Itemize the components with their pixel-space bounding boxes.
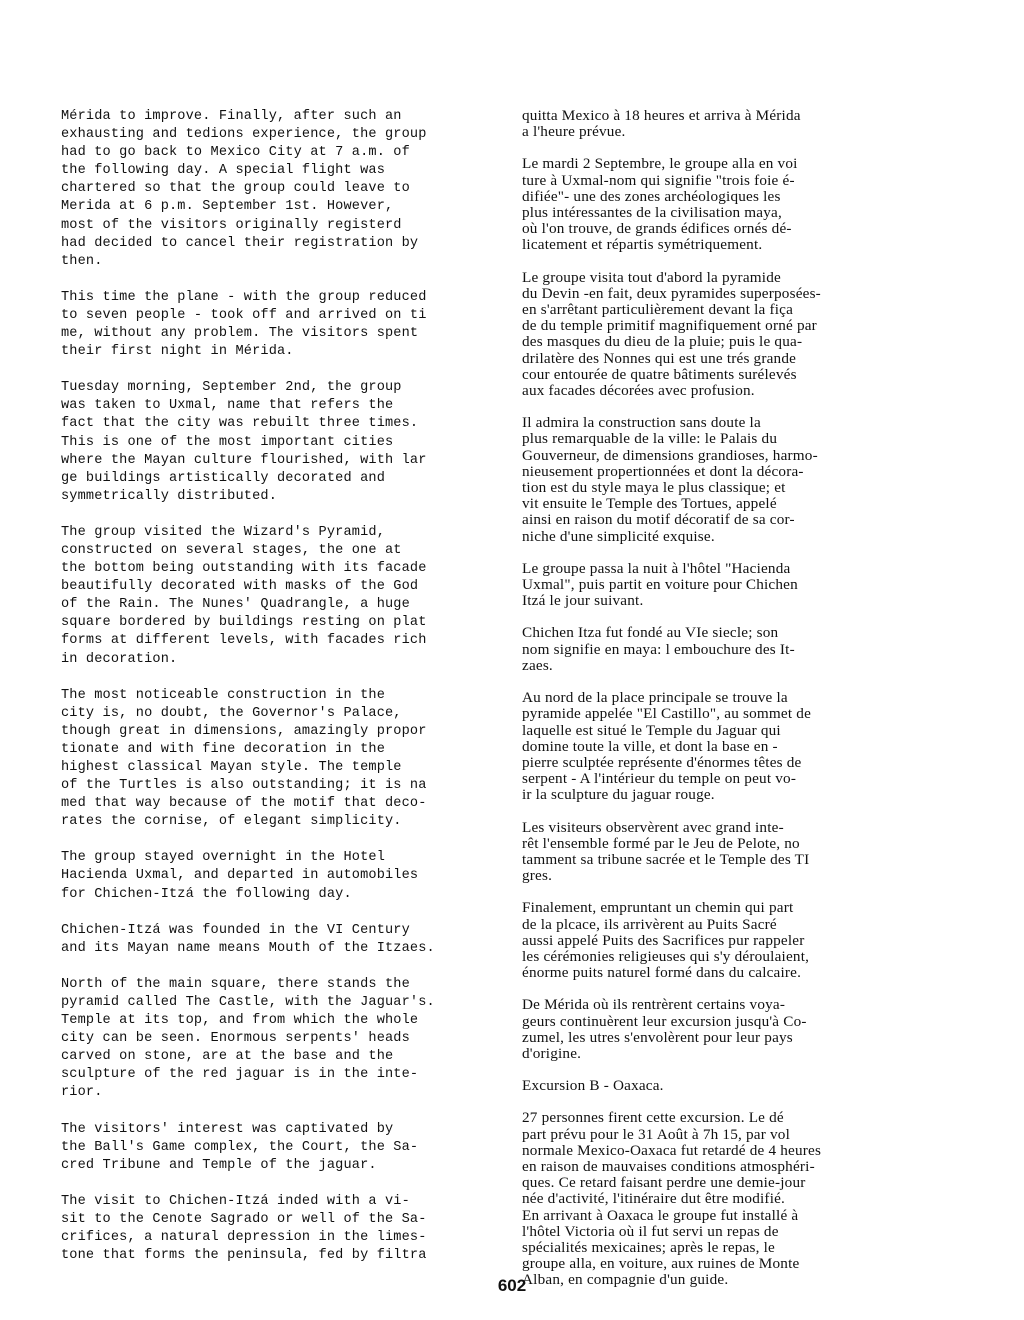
paragraph: Les visiteurs observèrent avec grand inte- rêt l'ensemble formé par le Jeu de Pelote, no tamment sa tribune sacrée et le Temple des TI gres. <box>522 818 810 885</box>
paragraph: Tuesday morning, September 2nd, the group was taken to Uxmal, name that refers the fact that the city was rebuilt three times. This is one of the most important cities where the Mayan culture flourished, with lar ge buildings artistically decorated and symmetrically distributed. <box>61 380 427 504</box>
paragraph: 27 personnes firent cette excursion. Le dé part prévu pour le 31 Août à 7h 15, par vol normale Mexico-Oaxaca fut retardé de 4 heures en raison de mauvaises conditions atmosphéri- ques. Ce retard faisant perdre une demie-jour née d'activité, l'itinéraire dut être modifié. En arrivant à Oaxaca le groupe fut installé à l'hôtel Victoria où il fut servi un repas de spécialités mexicaines; après le repas, le groupe alla, en voiture, aux ruines de Monte Alban, en compagnie d'un guide. <box>522 1109 822 1289</box>
paragraph: Le groupe passa la nuit à l'hôtel "Hacienda Uxmal", puis partit en voiture pour Chichen Itzá le jour suivant. <box>522 559 798 610</box>
paragraph: Chichen-Itzá was founded in the VI Century and its Mayan name means Mouth of the Itzaes. <box>61 922 435 956</box>
paragraph: Le mardi 2 Septembre, le groupe alla en voi ture à Uxmal-nom qui signifie "trois foie é- difiée"- une des zones archéologiques les plus intéressantes de la civilisation maya, où l'on trouve, de grands édifices ornés dé- licatement et répartis symétriquement. <box>522 155 798 254</box>
paragraph: Finalement, empruntant un chemin qui part de la plcace, ils arrivèrent au Puits Sacré aussi appelé Puits des Sacrifices pur rappeler les cérémonies religieuses qui s'y déroulaient, énorme puits naturel formé dans du calcaire. <box>522 899 810 982</box>
paragraph: The visit to Chichen-Itzá inded with a vi- sit to the Cenote Sagrado or well of the Sa- crifices, a natural depression in the limes- tone that forms the peninsula, fed by filtra <box>61 1193 427 1264</box>
section-heading: Excursion B - Oaxaca. <box>522 1077 664 1095</box>
paragraph: North of the main square, there stands the pyramid called The Castle, with the Jaguar's. Temple at its top, and from which the whole city can be seen. Enormous serpents' heads carved on stone, are at the base and the sculpture of the red jaguar is in the inte- rior. <box>61 976 435 1101</box>
paragraph: This time the plane - with the group reduced to seven people - took off and arrived on ti me, without any problem. The visitors spent their first night in Mérida. <box>61 289 427 360</box>
paragraph: Chichen Itza fut fondé au VIe siecle; son nom signifie en maya: l embouchure des It- zaes. <box>522 624 795 674</box>
paragraph: Au nord de la place principale se trouve la pyramide appelée "El Castillo", au sommet de laquelle est situé le Temple du Jaguar qui domine toute la ville, et dont la base en - pierre sculptée représente d'énormes têtes de serpent - A l'intérieur du temple on peut vo- ir la sculpture du jaguar rouge. <box>522 689 812 804</box>
paragraph: quitta Mexico à 18 heures et arriva à Mérida a l'heure prévue. <box>522 107 801 141</box>
paragraph: De Mérida où ils rentrèrent certains voya- geurs continuèrent leur excursion jusqu'à Co- zumel, les utres s'envolèrent pour leur pays d'origine. <box>522 996 807 1062</box>
paragraph: Mérida to improve. Finally, after such an exhausting and tedions experience, the group had to go back to Mexico City at 7 a.m. of the following day. A special flight was chartered so that the group could leave to Merida at 6 p.m. September 1st. However, most of the visitors originally registerd had decided to cancel their registration by then. <box>61 109 427 269</box>
paragraph: Il admira la construction sans doute la plus remarquable de la ville: le Palais du Gouverneur, de dimensions grandioses, harmo- nieusement propertionnées et dont la décora- tion est du style maya le plus classique; et vit ensuite le Temple des Tortues, appelé ainsi en raison du motif décoratif de sa cor- niche d'une simplicité exquise. <box>522 414 818 545</box>
paragraph: The visitors' interest was captivated by the Ball's Game complex, the Court, the Sa- cred Tribune and Temple of the jaguar. <box>61 1121 419 1173</box>
right-column-french <box>522 108 952 1305</box>
paragraph: The most noticeable construction in the city is, no doubt, the Governor's Palace, though great in dimensions, amazingly propor tionate and with fine decoration in the highest classical Mayan style. The temple of the Turtles is also outstanding; it is na med that way because of the motif that deco- rates the cornise, of elegant simplicity. <box>61 687 427 830</box>
paragraph: The group visited the Wizard's Pyramid, constructed on several stages, the one at the bottom being outstanding with its facade beautifully decorated with masks of the God of the Rain. The Nunes' Quadrangle, a huge square bordered by buildings resting on plat forms at different levels, with facades rich in decoration. <box>61 524 427 667</box>
page-number: 602 <box>497 1276 527 1295</box>
paragraph: The group stayed overnight in the Hotel Hacienda Uxmal, and departed in automobiles for Chichen-Itzá the following day. <box>61 850 419 902</box>
paragraph: Le groupe visita tout d'abord la pyramide du Devin -en fait, deux pyramides superposées- en s'arrêtant particulièrement devant la fiça de du temple primitif magnifiquement orné par des masques du dieu de la pluie; puis le qua- drilatère des Nonnes qui est une trés grande cour entourée de quatre bâtiments surélevés aux facades décorées avec profusion. <box>522 268 821 400</box>
left-column-english <box>61 108 481 1283</box>
